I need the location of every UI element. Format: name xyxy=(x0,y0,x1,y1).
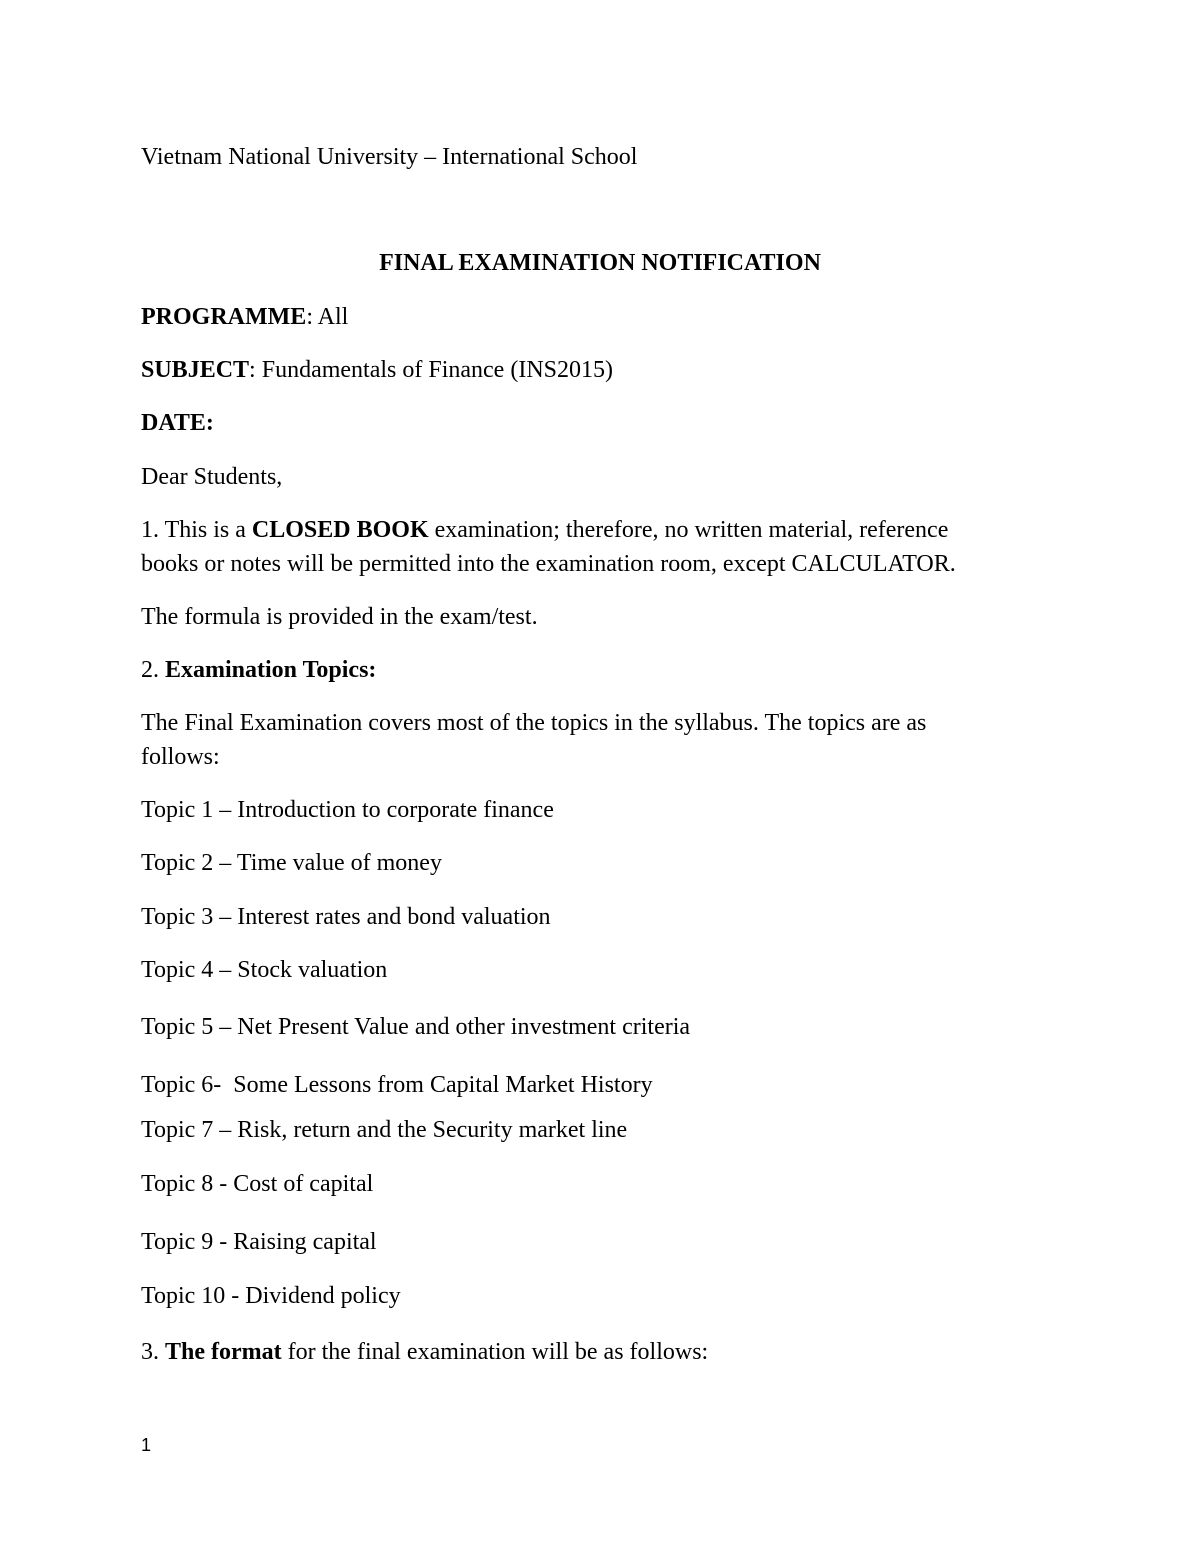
item3-rest: for the final examination will be as follows: xyxy=(281,1339,709,1365)
document-title xyxy=(0,246,1200,280)
topics-intro-line2: follows: xyxy=(141,744,220,770)
item2-heading: Examination Topics: xyxy=(165,657,377,683)
page-number: 1 xyxy=(141,1435,152,1455)
item2-number: 2. xyxy=(141,657,165,683)
subject-line xyxy=(141,353,613,387)
topics-intro-line1: The Final Examination covers most of the topics in the syllabus. The topics are as xyxy=(141,710,927,736)
item1-closed-book: CLOSED BOOK xyxy=(251,517,429,543)
item1-line1 xyxy=(141,513,948,547)
subject-label: SUBJECT xyxy=(141,357,250,383)
item1-rest: examination; therefore, no written material, reference xyxy=(428,517,949,543)
topic-item: Topic 5 – Net Present Value and other investment criteria xyxy=(141,1014,691,1040)
topic-item: Topic 1 – Introduction to corporate finance xyxy=(141,797,554,823)
date-label: DATE: xyxy=(141,410,214,436)
topic-item: Topic 6- Some Lessons from Capital Market History xyxy=(141,1072,653,1098)
subject-value: : Fundamentals of Finance (INS2015) xyxy=(249,357,613,383)
topic-item: Topic 4 – Stock valuation xyxy=(141,957,388,983)
topic-item: Topic 10 - Dividend policy xyxy=(141,1283,401,1309)
programme-value: : All xyxy=(306,304,349,330)
item1-prefix: 1. This is a xyxy=(141,517,252,543)
programme-line xyxy=(141,300,348,334)
topic-item: Topic 9 - Raising capital xyxy=(141,1229,377,1255)
item1-line2: books or notes will be permitted into the examination room, except CALCULATOR. xyxy=(141,551,956,577)
item2-heading-line xyxy=(141,653,376,687)
institution-name: Vietnam National University – International School xyxy=(141,144,638,170)
document-title-text: FINAL EXAMINATION NOTIFICATION xyxy=(379,250,821,276)
item3-format: The format xyxy=(165,1339,282,1365)
item3-number: 3. xyxy=(141,1339,165,1365)
topic-item: Topic 7 – Risk, return and the Security market line xyxy=(141,1117,628,1143)
date-line xyxy=(141,406,214,440)
salutation: Dear Students, xyxy=(141,464,283,490)
topic-item: Topic 2 – Time value of money xyxy=(141,850,442,876)
formula-note: The formula is provided in the exam/test. xyxy=(141,604,538,630)
programme-label: PROGRAMME xyxy=(141,304,307,330)
item3-line xyxy=(141,1335,708,1369)
topic-item: Topic 3 – Interest rates and bond valuation xyxy=(141,904,551,930)
topic-item: Topic 8 - Cost of capital xyxy=(141,1171,374,1197)
